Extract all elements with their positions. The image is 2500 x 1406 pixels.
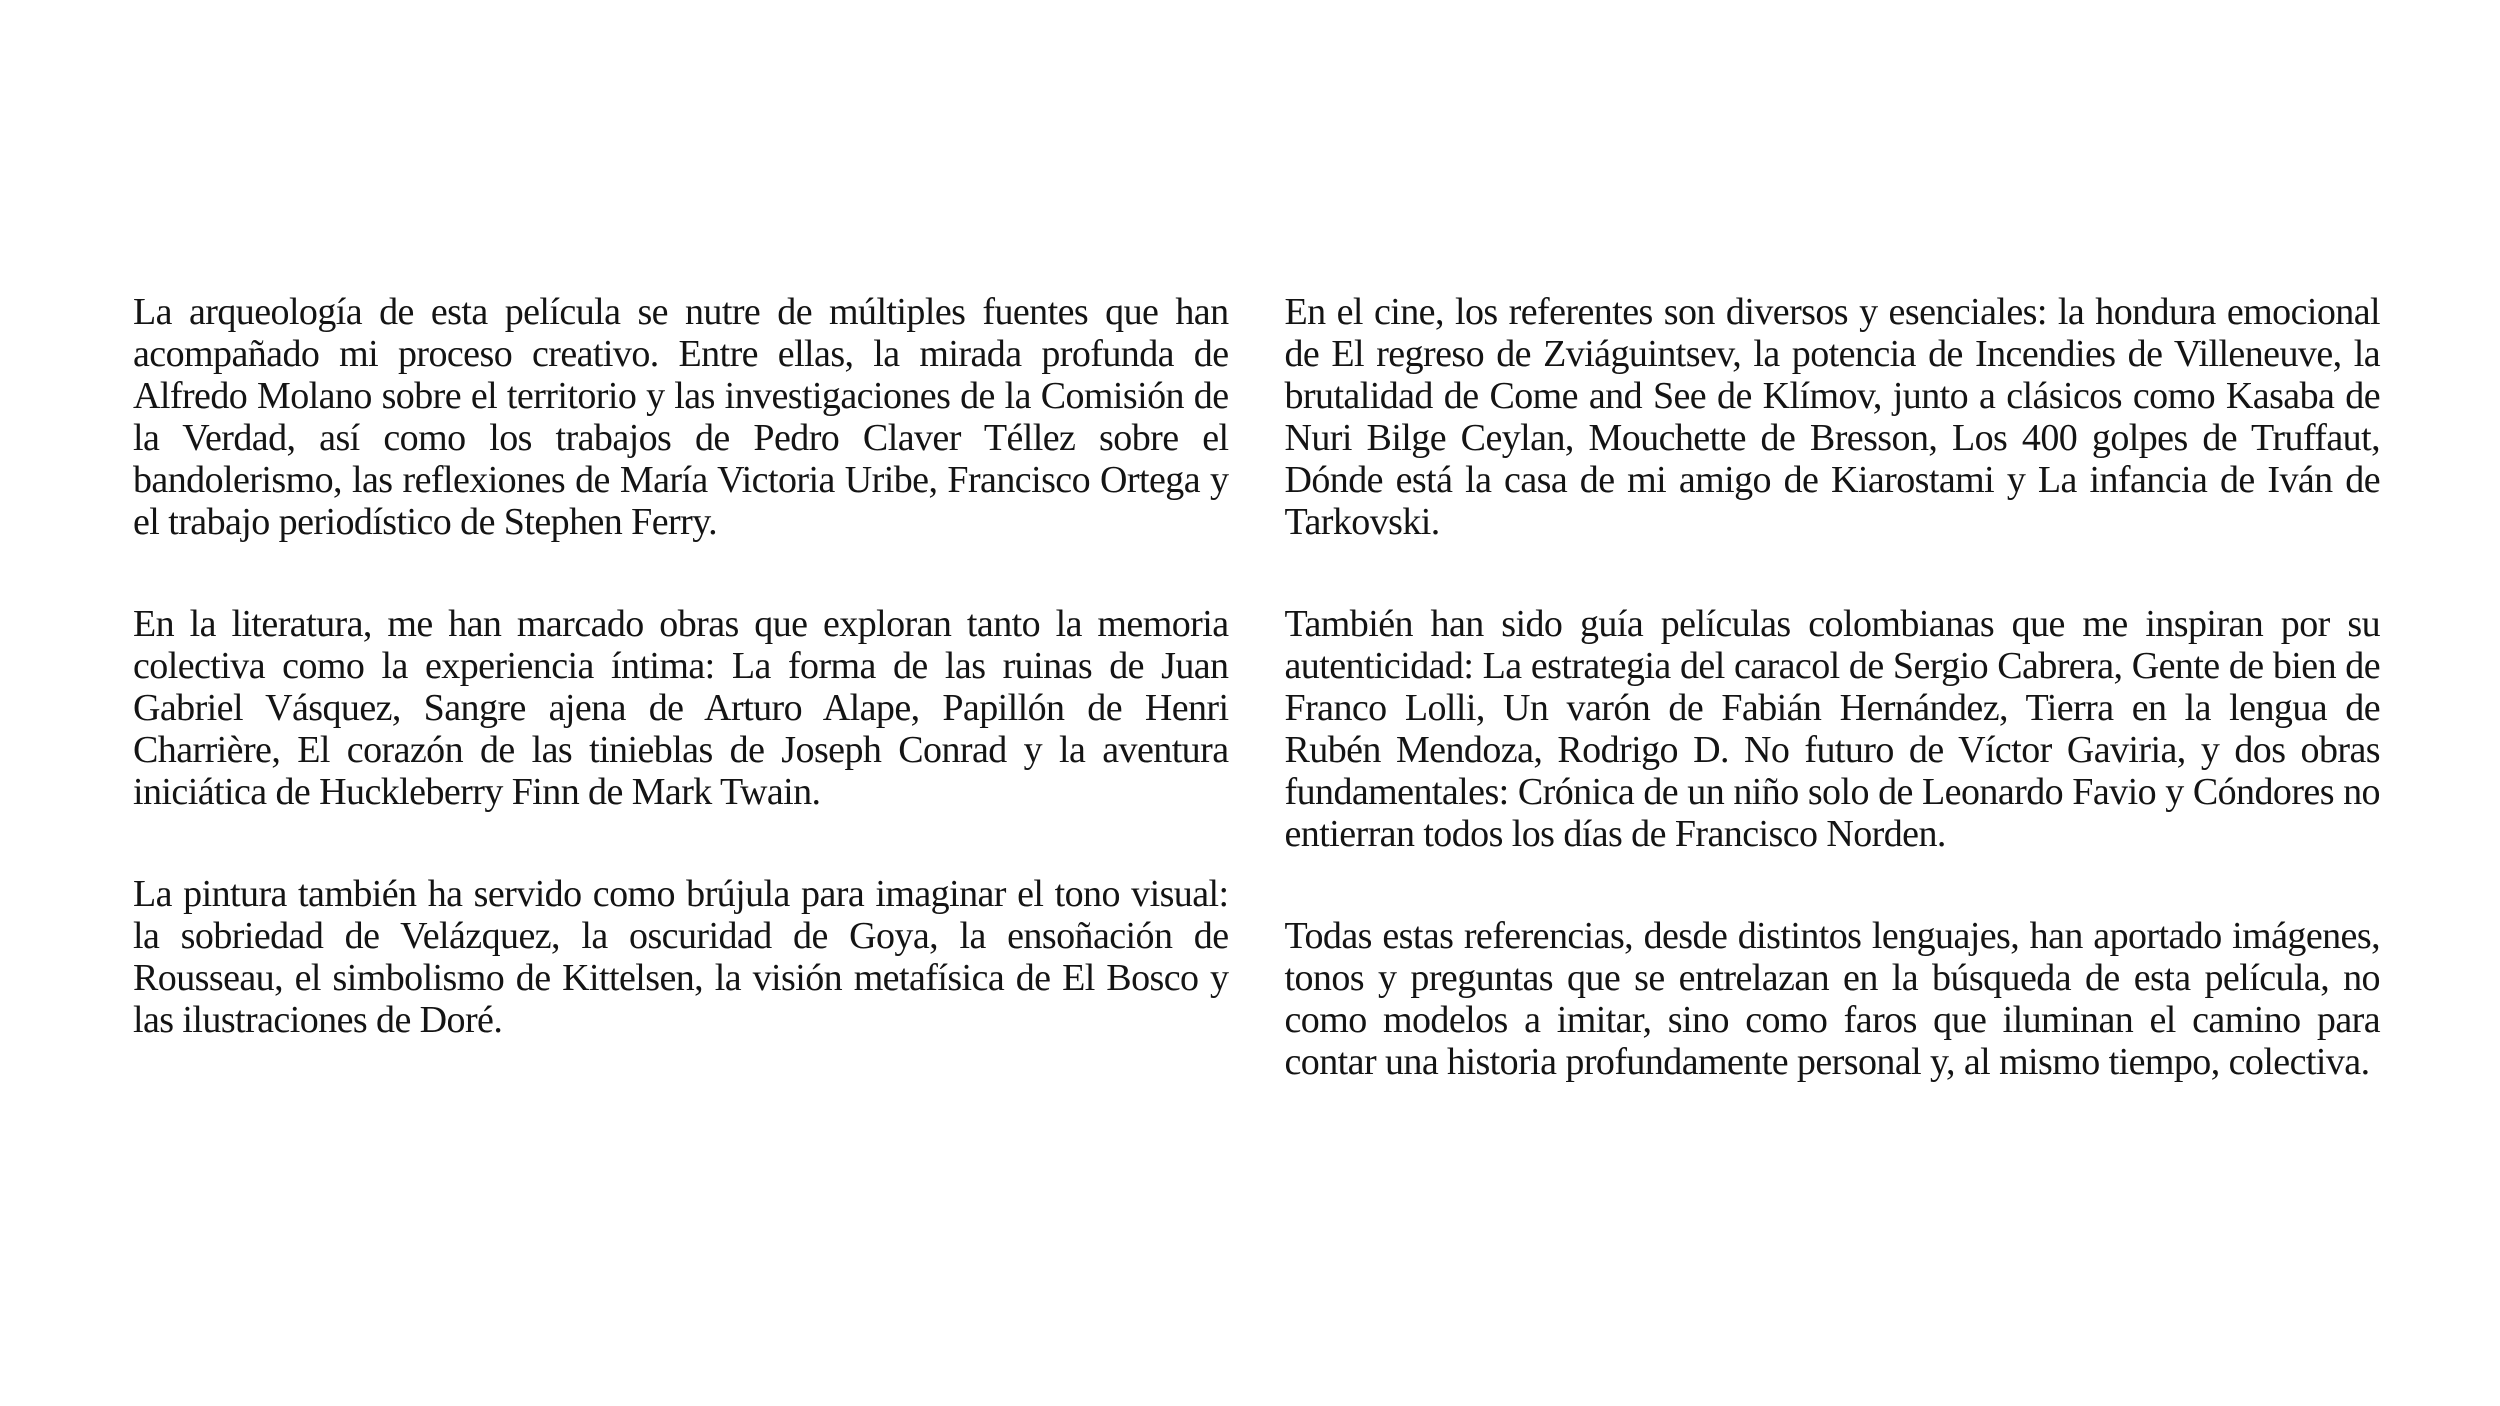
paragraph-literature-references: En la literatura, me han marcado obras que exploran tanto la memoria colectiva como la experiencia íntima: La forma de las ruinas de Juan Gabriel Vásquez, Sangre ajena de Arturo Alape, Papillón de Henri Charrière, El corazón de las tinieblas de Joseph Conrad y la aventura iniciática de Huckleberry Finn de Mark Twain. [133, 603, 1229, 813]
text-column-right [1285, 291, 2381, 1366]
paragraph-archaeology-sources: La arqueología de esta película se nutre de múltiples fuentes que han acompañado mi proceso creativo. Entre ellas, la mirada profunda de Alfredo Molano sobre el territorio y las investigaciones de la Comisión de la Verdad, así como los trabajos de Pedro Claver Téllez sobre el bandolerismo, las reflexiones de María Victoria Uribe, Francisco Ortega y el trabajo periodístico de Stephen Ferry. [133, 291, 1229, 543]
text-column-left [133, 291, 1229, 1366]
paragraph-painting-references: La pintura también ha servido como brújula para imaginar el tono visual: la sobriedad de Velázquez, la oscuridad de Goya, la ensoñación de Rousseau, el simbolismo de Kittelsen, la visión metafísica de El Bosco y las ilustraciones de Doré. [133, 873, 1229, 1041]
paragraph-colombian-films: También han sido guía películas colombianas que me inspiran por su autenticidad: La estrategia del caracol de Sergio Cabrera, Gente de bien de Franco Lolli, Un varón de Fabián Hernández, Tierra en la lengua de Rubén Mendoza, Rodrigo D. No futuro de Víctor Gaviria, y dos obras fundamentales: Crónica de un niño solo de Leonardo Favio y Cóndores no entierran todos los días de Francisco Norden. [1284, 603, 2380, 855]
paragraph-closing-summary: Todas estas referencias, desde distintos lenguajes, han aportado imágenes, tonos y preguntas que se entrelazan en la búsqueda de esta película, no como modelos a imitar, sino como faros que iluminan el camino para contar una historia profundamente personal y, al mismo tiempo, colectiva. [1284, 915, 2380, 1083]
paragraph-cinema-references: En el cine, los referentes son diversos y esenciales: la hondura emocional de El regreso de Zviáguintsev, la potencia de Incendies de Villeneuve, la brutalidad de Come and See de Klímov, junto a clásicos como Kasaba de Nuri Bilge Ceylan, Mouchette de Bresson, Los 400 golpes de Truffaut, Dónde está la casa de mi amigo de Kiarostami y La infancia de Iván de Tarkovski. [1284, 291, 2380, 543]
